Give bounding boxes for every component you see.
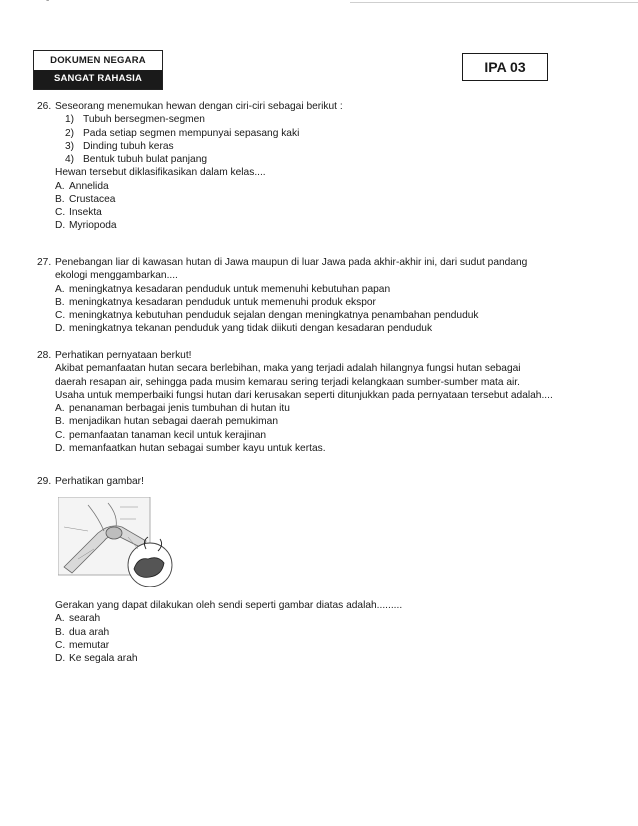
- list-item: 2) Pada setiap segmen mempunyai sepasang kaki: [65, 127, 300, 139]
- paragraph-line: Akibat pemanfaatan hutan secara berlebihan, maka yang terjadi adalah hilangnya fungsi hutan sebagai: [55, 363, 521, 375]
- question-number: 28.: [37, 350, 52, 361]
- question-stem: Penebangan liar di kawasan hutan di Jawa maupun di luar Jawa pada akhir-akhir ini, dari sudut pandang: [55, 257, 528, 268]
- corner-mark: -: [46, 0, 50, 6]
- option-b[interactable]: B. dua arah: [55, 626, 110, 638]
- question-number: 29.: [37, 476, 52, 487]
- document-label-bottom: SANGAT RAHASIA: [34, 70, 162, 88]
- option-a[interactable]: A. searah: [55, 613, 101, 625]
- list-item: 3) Dinding tubuh keras: [65, 140, 174, 152]
- option-c[interactable]: C. memutar: [55, 639, 110, 651]
- subject-code: IPA 03: [462, 53, 548, 81]
- question-prompt: Gerakan yang dapat dilakukan oleh sendi seperti gambar diatas adalah.........: [55, 600, 403, 611]
- top-divider: [350, 2, 638, 3]
- option-b[interactable]: B. Crustacea: [55, 193, 116, 205]
- question-number: 26.: [37, 101, 52, 112]
- question-stem: Perhatikan gambar!: [55, 476, 144, 487]
- paragraph-line: daerah resapan air, sehingga pada musim kemarau sering terjadi kelangkaan sumber-sumber mata air.: [55, 376, 520, 388]
- pivot-joint-diagram: [58, 497, 178, 587]
- option-c[interactable]: C. pemanfaatan tanaman kecil untuk kerajinan: [55, 429, 267, 441]
- option-d[interactable]: D. Myriopoda: [55, 220, 117, 232]
- document-label: [33, 50, 163, 90]
- question-number: 27.: [37, 257, 52, 268]
- question-28: [37, 349, 597, 455]
- option-a[interactable]: A. meningkatnya kesadaran penduduk untuk memenuhi kebutuhan papan: [55, 283, 391, 295]
- paragraph-line: Usaha untuk memperbaiki fungsi hutan dari kerusakan seperti ditunjukkan pada pernyataan tersebut adalah....: [55, 389, 553, 401]
- question-stem: Perhatikan pernyataan berkut!: [55, 350, 192, 361]
- option-d[interactable]: D. Ke segala arah: [55, 653, 138, 664]
- document-label-top: DOKUMEN NEGARA: [50, 55, 146, 66]
- option-c[interactable]: C. Insekta: [55, 207, 102, 218]
- option-b[interactable]: B. meningkatnya kesadaran penduduk untuk memenuhi produk ekspor: [55, 296, 376, 308]
- question-prompt: Hewan tersebut diklasifikasikan dalam kelas....: [55, 167, 266, 179]
- list-item: 4) Bentuk tubuh bulat panjang: [65, 154, 208, 165]
- joint-illustration: [58, 497, 178, 587]
- option-a[interactable]: A. Annelida: [55, 180, 109, 192]
- list-item: 1) Tubuh bersegmen-segmen: [65, 114, 205, 126]
- question-29: [37, 475, 577, 488]
- option-d[interactable]: D. meningkatnya tekanan penduduk yang tidak diikuti dengan kesadaran penduduk: [55, 323, 433, 335]
- question-26: [37, 100, 577, 233]
- question-27: [37, 256, 597, 336]
- question-stem: Seseorang menemukan hewan dengan ciri-ciri sebagai berikut :: [55, 101, 343, 112]
- option-c[interactable]: C. meningkatnya kebutuhan penduduk sejalan dengan meningkatnya penambahan penduduk: [55, 310, 479, 321]
- question-stem-continued: ekologi menggambarkan....: [55, 270, 178, 282]
- option-b[interactable]: B. menjadikan hutan sebagai daerah pemukiman: [55, 416, 278, 428]
- question-29-body: [37, 599, 577, 665]
- option-a[interactable]: A. penanaman berbagai jenis tumbuhan di hutan itu: [55, 403, 290, 414]
- option-d[interactable]: D. memanfaatkan hutan sebagai sumber kayu untuk kertas.: [55, 442, 326, 454]
